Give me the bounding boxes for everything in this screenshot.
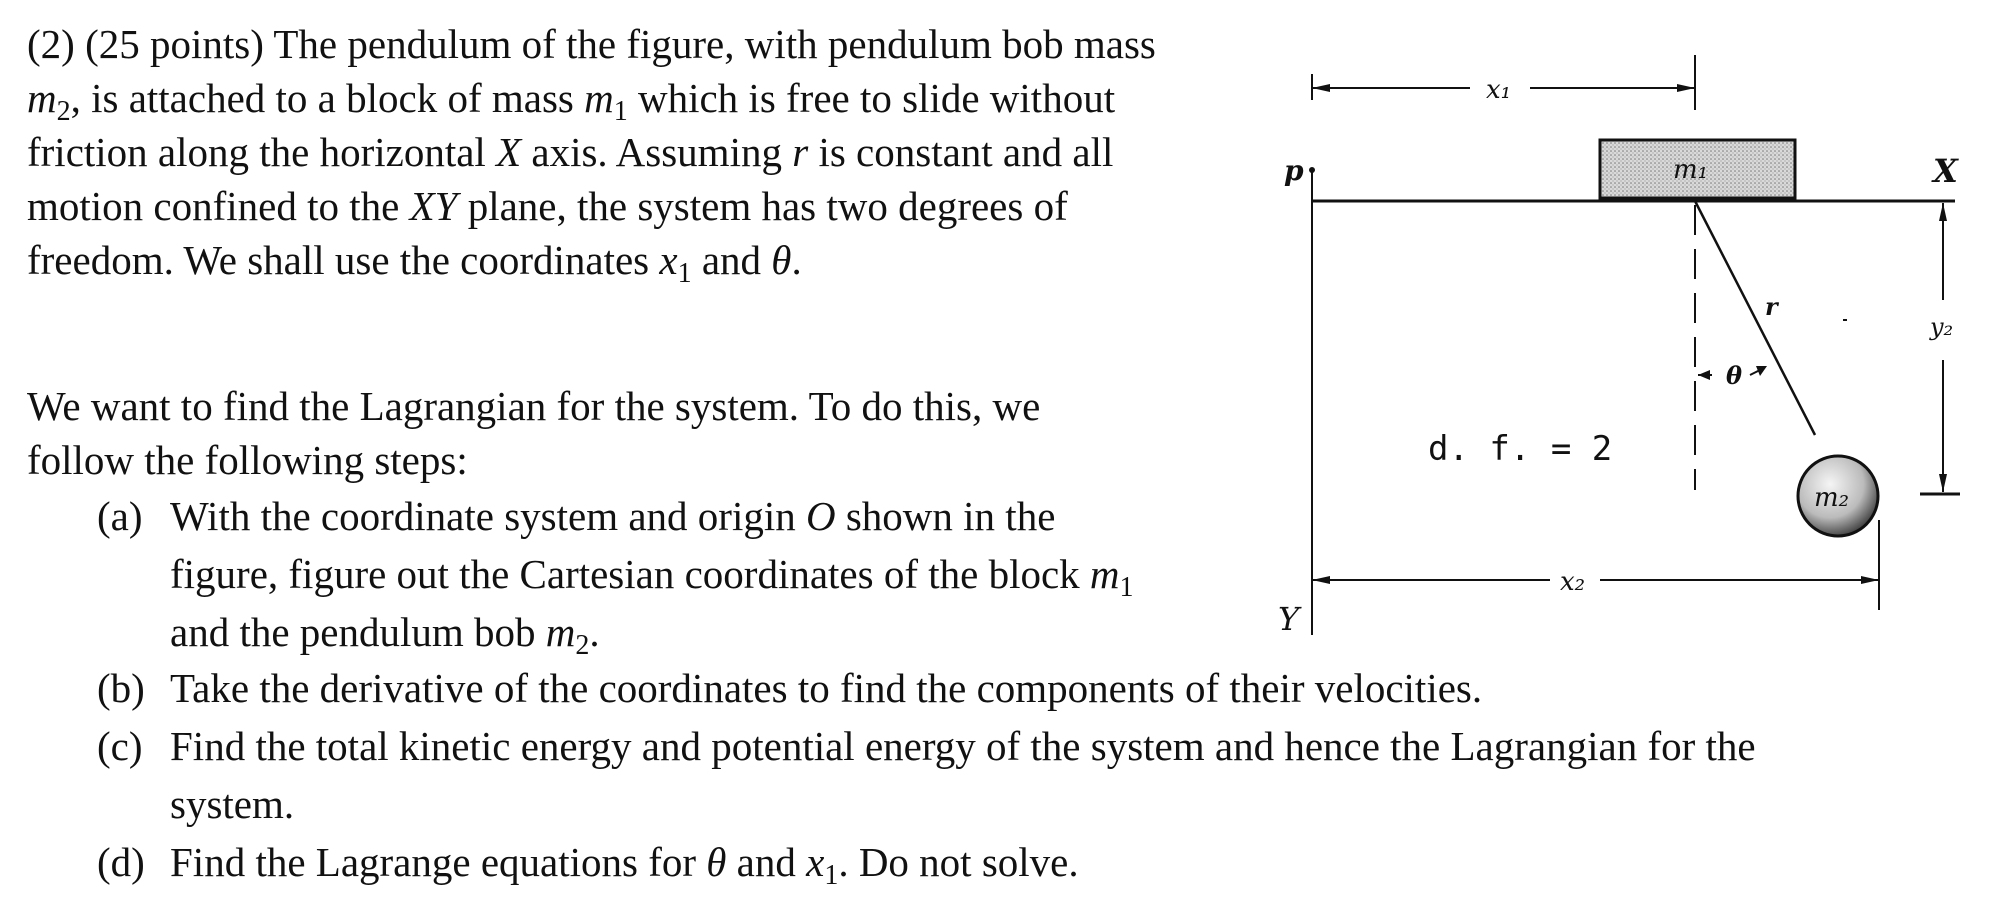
theta-arrow-left (1698, 370, 1710, 380)
x1-arrow-left (1312, 84, 1330, 92)
x1-arrow-right (1677, 84, 1695, 92)
step-a-line-1: With the coordinate system and origin O shown in the (170, 493, 1056, 539)
intro-text: The pendulum of the figure, with pendulum bob mass (273, 21, 1156, 67)
label-r: r (1765, 292, 1778, 321)
pendulum-figure (1270, 50, 1980, 650)
label-theta: θ (1726, 361, 1743, 390)
label-x1: x₁ (1486, 75, 1512, 105)
p-dot (1309, 167, 1315, 173)
step-c-line-2: system. (170, 781, 295, 827)
x2-arrow-left (1312, 576, 1330, 584)
step-d-marker: (d) (97, 839, 145, 885)
problem-number: (2) (27, 21, 75, 67)
task-intro-1: We want to find the Lagrangian for the system. To do this, we (27, 383, 1041, 429)
step-a-line-2: figure, figure out the Cartesian coordinates of the block $m_1$ (170, 551, 1134, 603)
step-b-marker: (b) (97, 665, 145, 711)
label-Y: Y (1278, 600, 1300, 638)
label-y2: y₂ (1930, 313, 1954, 341)
problem-line-3: friction along the horizontal X axis. Assuming r is constant and all (27, 129, 1114, 175)
step-a-marker: (a) (97, 493, 143, 539)
label-degrees-of-freedom: d. f. = 2 (1428, 429, 1613, 469)
task-intro-2: follow the following steps: (27, 437, 468, 483)
problem-line-4: motion confined to the XY plane, the system has two degrees of (27, 183, 1068, 229)
step-a-line-3: and the pendulum bob $m_2$. (170, 609, 600, 661)
step-b-text: Take the derivative of the coordinates to find the components of their velocities. (170, 665, 1483, 711)
label-m2: m₂ (1814, 483, 1850, 513)
y2-arrow-bottom (1939, 474, 1947, 492)
problem-line-1 (27, 18, 1156, 70)
label-m1: m₁ (1673, 155, 1709, 185)
label-X: X (1933, 152, 1958, 190)
pendulum-rod (1695, 201, 1815, 435)
problem-points: (25 points) (85, 21, 264, 67)
problem-line-5: freedom. We shall use the coordinates $x_1$ and θ. (27, 237, 802, 289)
step-d-text: Find the Lagrange equations for θ and $x_1$. Do not solve. (170, 839, 1079, 891)
x2-arrow-right (1861, 576, 1879, 584)
y2-arrow-top (1939, 203, 1947, 221)
label-p: p (1284, 154, 1304, 187)
step-c-line-1: Find the total kinetic energy and potential energy of the system and hence the Lagrangian for the (170, 723, 1756, 769)
problem-line-2: $m_2$, is attached to a block of mass $m_1$ which is free to slide without (27, 75, 1116, 127)
step-c-marker: (c) (97, 723, 143, 769)
label-x2: x₂ (1560, 567, 1586, 597)
